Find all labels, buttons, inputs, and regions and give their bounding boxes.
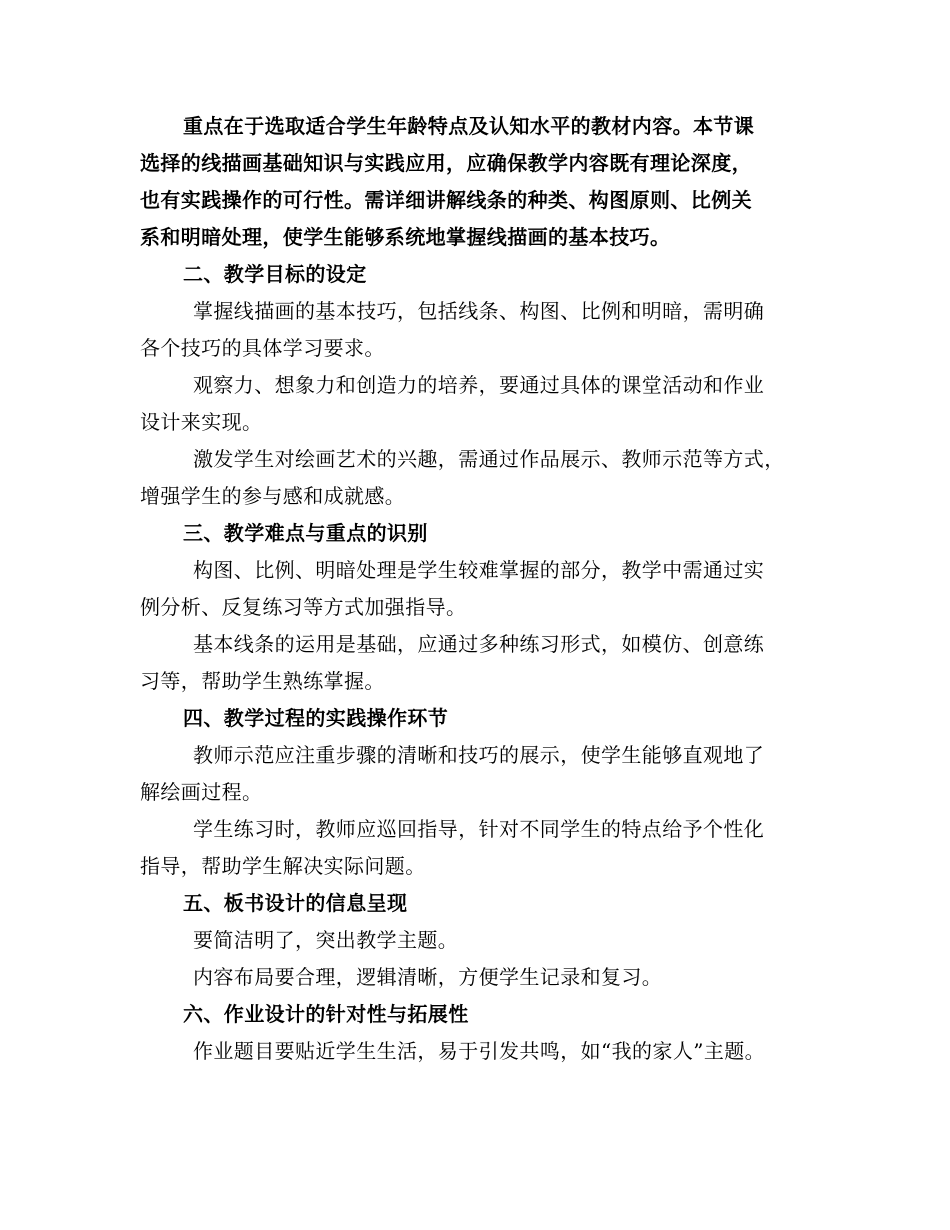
section-heading: 二、教学目标的设定 [183, 262, 367, 286]
paragraph-line: 指导，帮助学生解决实际问题。 [140, 854, 426, 878]
paragraph-line: 各个技巧的具体学习要求。 [140, 336, 385, 360]
section-heading: 六、作业设计的针对性与拓展性 [183, 1002, 469, 1026]
paragraph-line: 例分析、反复练习等方式加强指导。 [140, 595, 467, 619]
paragraph-line: 要简洁明了，突出教学主题。 [193, 928, 459, 952]
intro-line: 选择的线描画基础知识与实践应用，应确保教学内容既有理论深度， [140, 151, 752, 175]
paragraph-line: 观察力、想象力和创造力的培养，要通过具体的课堂活动和作业 [193, 373, 765, 397]
section-heading: 五、板书设计的信息呈现 [183, 891, 408, 915]
paragraph-line: 激发学生对绘画艺术的兴趣，需通过作品展示、教师示范等方式， [193, 447, 785, 471]
paragraph-line: 基本线条的运用是基础，应通过多种练习形式，如模仿、创意练 [193, 632, 765, 656]
paragraph-line: 教师示范应注重步骤的清晰和技巧的展示，使学生能够直观地了 [193, 743, 765, 767]
paragraph-line: 内容布局要合理，逻辑清晰，方便学生记录和复习。 [193, 965, 663, 989]
paragraph-line: 增强学生的参与感和成就感。 [140, 484, 406, 508]
paragraph-line: 构图、比例、明暗处理是学生较难掌握的部分，教学中需通过实 [193, 558, 765, 582]
paragraph-line: 习等，帮助学生熟练掌握。 [140, 669, 385, 693]
paragraph-line: 掌握线描画的基本技巧，包括线条、构图、比例和明暗，需明确 [193, 299, 765, 323]
section-heading: 四、教学过程的实践操作环节 [183, 706, 449, 730]
paragraph-line: 学生练习时，教师应巡回指导，针对不同学生的特点给予个性化 [193, 817, 765, 841]
paragraph-line: 设计来实现。 [140, 410, 263, 434]
section-heading: 三、教学难点与重点的识别 [183, 521, 428, 545]
intro-line: 重点在于选取适合学生年龄特点及认知水平的教材内容。本节课 [183, 114, 755, 138]
intro-line: 系和明暗处理，使学生能够系统地掌握线描画的基本技巧。 [140, 225, 671, 249]
intro-line: 也有实践操作的可行性。需详细讲解线条的种类、构图原则、比例关 [140, 188, 752, 212]
paragraph-line: 解绘画过程。 [140, 780, 263, 804]
paragraph-line: 作业题目要贴近学生生活，易于引发共鸣，如“我的家人”主题。 [193, 1039, 766, 1063]
